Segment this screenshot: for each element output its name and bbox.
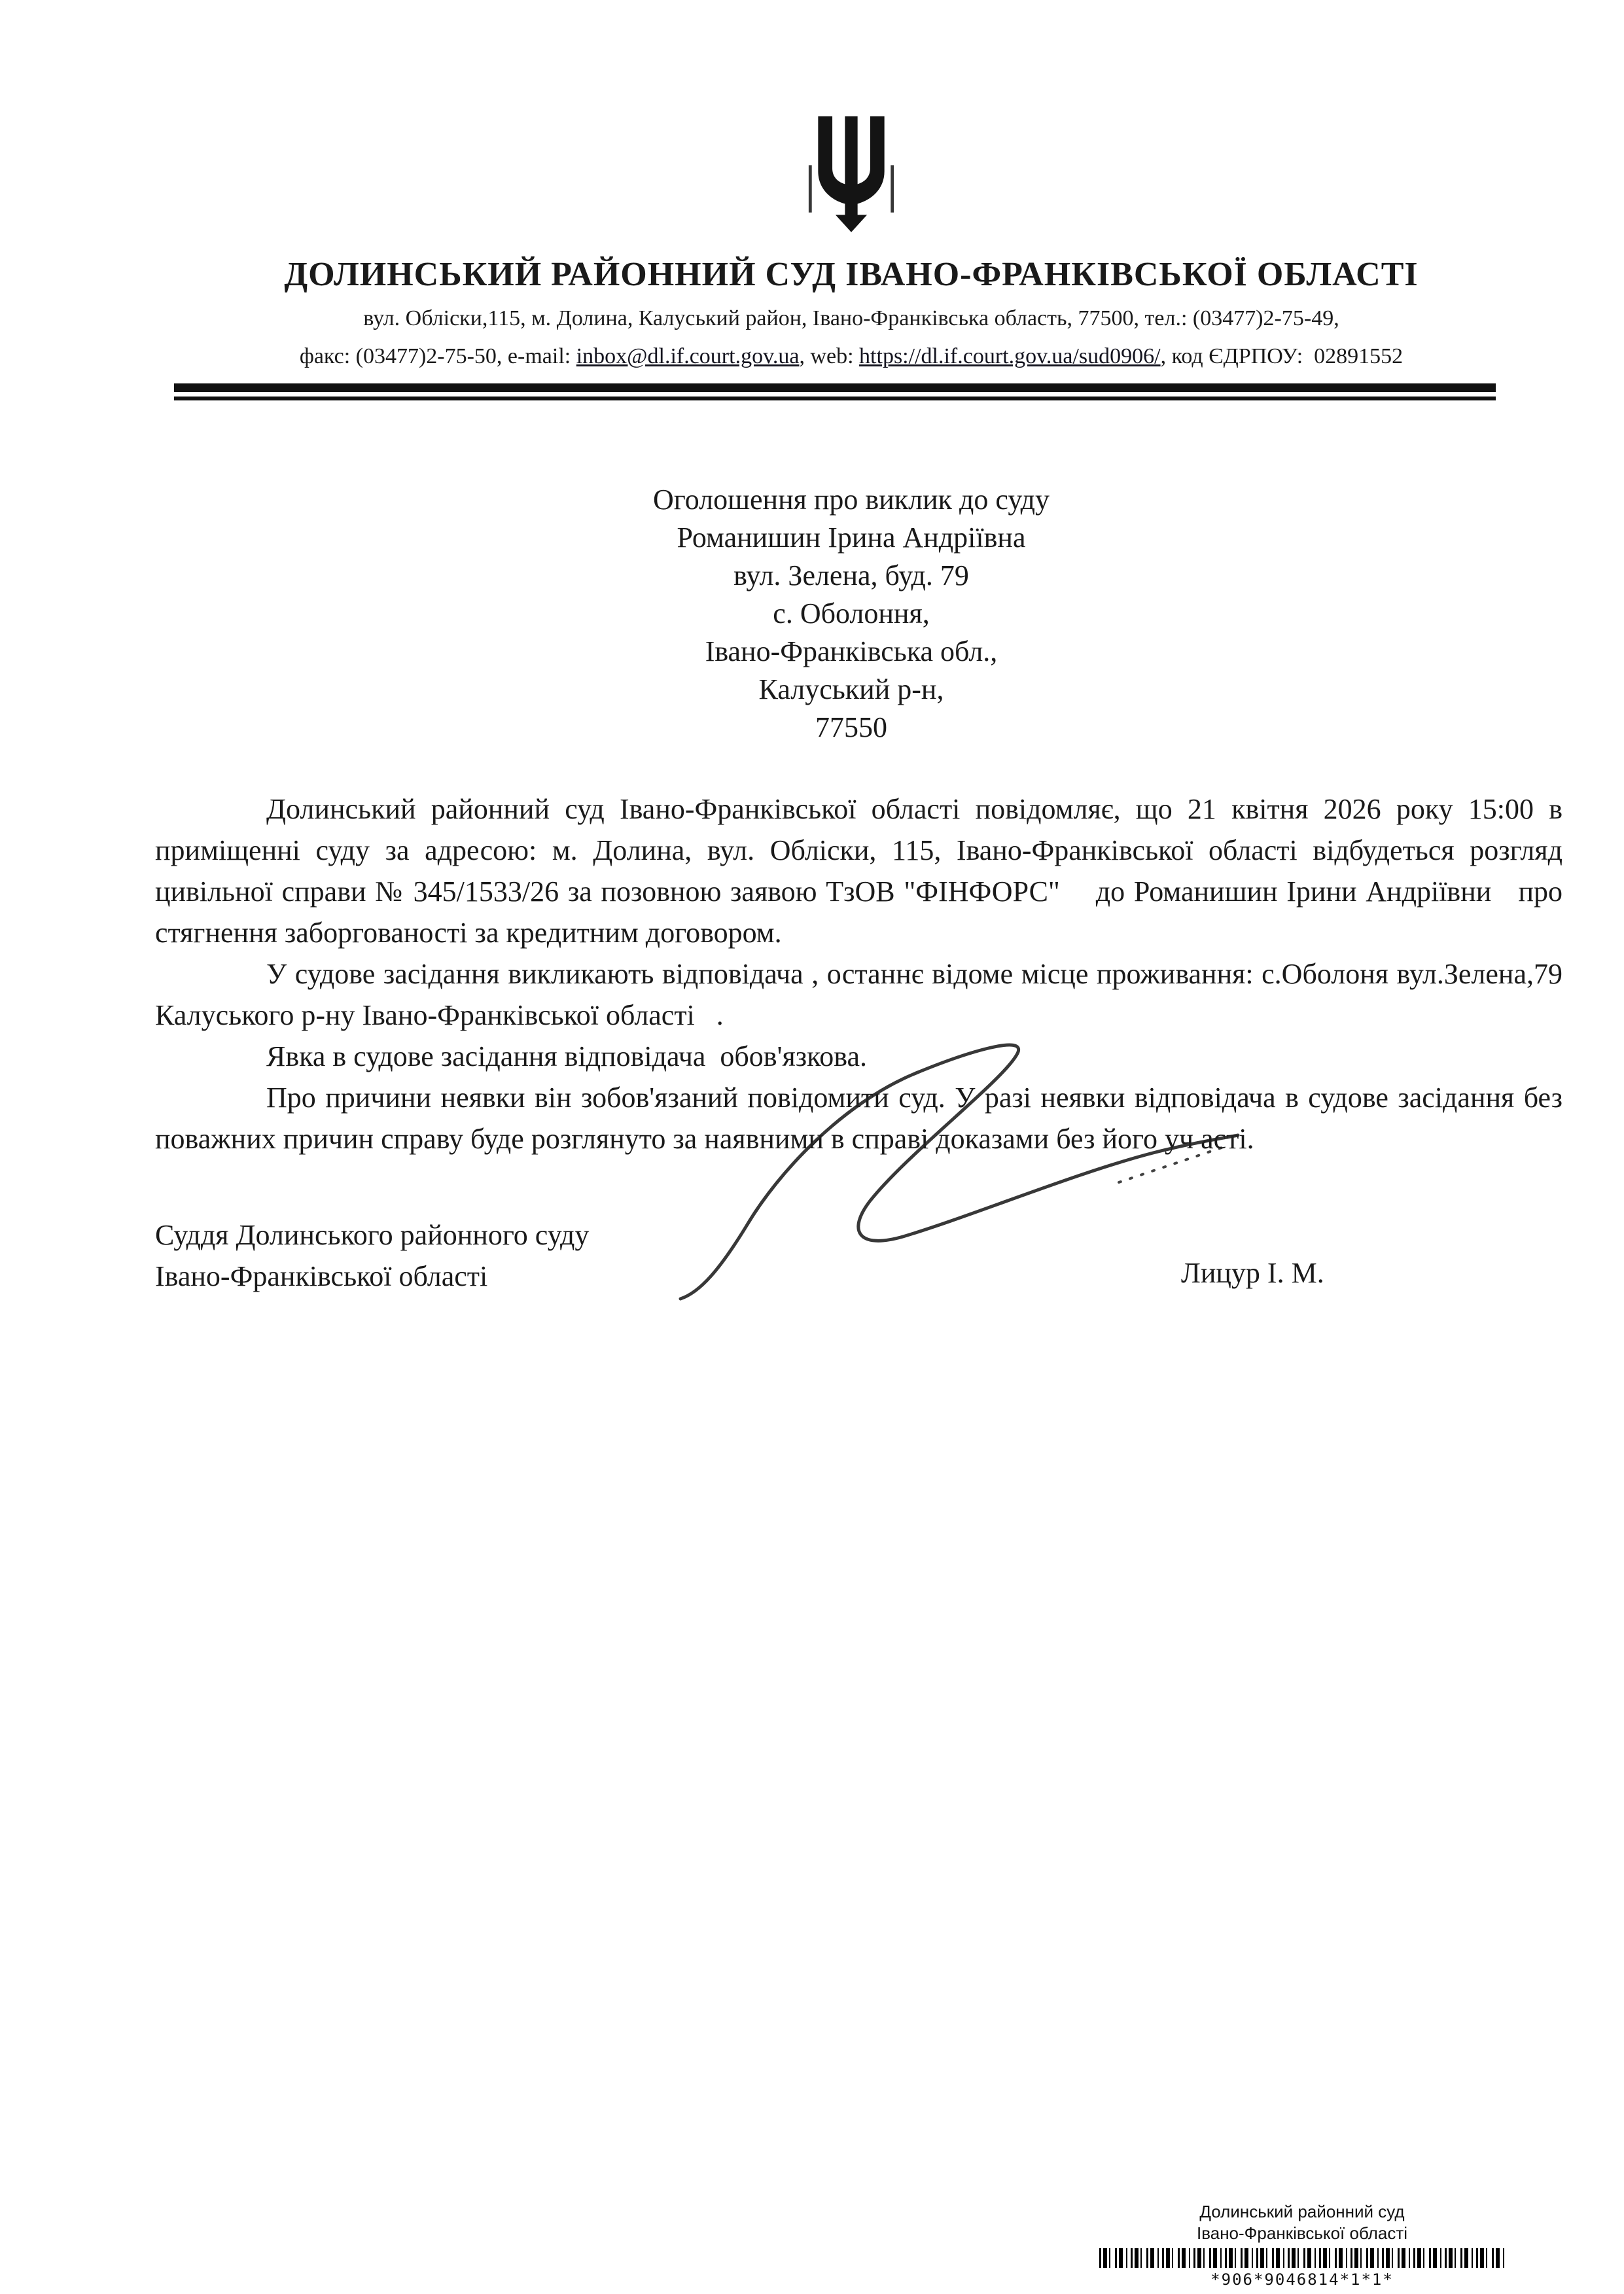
body-paragraph-2: У судове засідання викликають відповідача , останнє відоме місце проживання: с.Оболоня вул.Зелена,79 Калуського р-ну Івано-Франківської області . [155, 958, 1562, 1031]
contact-prefix: факс: (03477)2-75-50, e-mail: [299, 344, 576, 368]
recipient-district: Калуський р-н, [758, 673, 944, 705]
judge-name: Лицур І. М. [1181, 1257, 1324, 1289]
ukraine-trident-emblem-icon [802, 110, 900, 244]
judge-title-block [155, 1214, 589, 1297]
footer-court-line-1: Долинський районний суд [1199, 2202, 1405, 2221]
judge-title-line-1: Суддя Долинського районного суду [155, 1219, 590, 1251]
recipient-block [85, 481, 1617, 747]
judge-title-line-2: Івано-Франківської області [155, 1260, 488, 1292]
body-paragraph-3: Явка в судове засідання відповідача обов'язкова. [266, 1040, 867, 1072]
contact-suffix: , код ЄДРПОУ: 02891552 [1160, 344, 1403, 368]
barcode [1099, 2248, 1505, 2268]
header-divider [174, 383, 1496, 400]
divider-thick-line [174, 383, 1496, 392]
body-paragraph-4: Про причини неявки він зобов'язаний повідомити суд. У разі неявки відповідача в судове засідання без поважних причин справу буде розглянуто за наявними в справі доказами без його уч асті. [155, 1082, 1562, 1155]
footer-stamp [1086, 2201, 1518, 2291]
court-name: ДОЛИНСЬКИЙ РАЙОННИЙ СУД ІВАНО-ФРАНКІВСЬКОЇ ОБЛАСТІ [284, 256, 1419, 293]
recipient-postcode: 77550 [815, 711, 887, 743]
recipient-street: вул. Зелена, буд. 79 [733, 559, 969, 591]
notice-body [155, 788, 1562, 1159]
recipient-region: Івано-Франківська обл., [705, 635, 998, 667]
notice-title: Оголошення про виклик до суду [653, 484, 1050, 516]
court-contact-line [85, 344, 1617, 369]
recipient-village: с. Оболоння, [773, 597, 930, 629]
email-link[interactable]: inbox@dl.if.court.gov.ua [576, 344, 800, 368]
footer-court-line-2: Івано-Франківської області [1196, 2223, 1408, 2243]
court-address-line: вул. Обліски,115, м. Долина, Калуський район, Івано-Франківська область, 77500, тел.: (03477)2-75-49, [363, 306, 1339, 330]
web-link[interactable]: https://dl.if.court.gov.ua/sud0906/ [859, 344, 1161, 368]
barcode-text: *906*9046814*1*1* [1210, 2270, 1394, 2289]
recipient-name: Романишин Ірина Андріївна [677, 521, 1026, 554]
contact-mid: , web: [799, 344, 860, 368]
body-paragraph-1: Долинський районний суд Івано-Франківської області повідомляє, що 21 квітня 2026 року 15:00 в приміщенні суду за адресою: м. Долина, вул. Обліски, 115, Івано-Франківської області відбудеться розгляд цивільної справи № 345/1533/26 за позовною заявою ТзОВ "ФІНФОРС" до Романишин Ірини Андріївни про стягнення заборгованості за кредитним договором. [155, 793, 1562, 949]
divider-thin-line [174, 397, 1496, 400]
